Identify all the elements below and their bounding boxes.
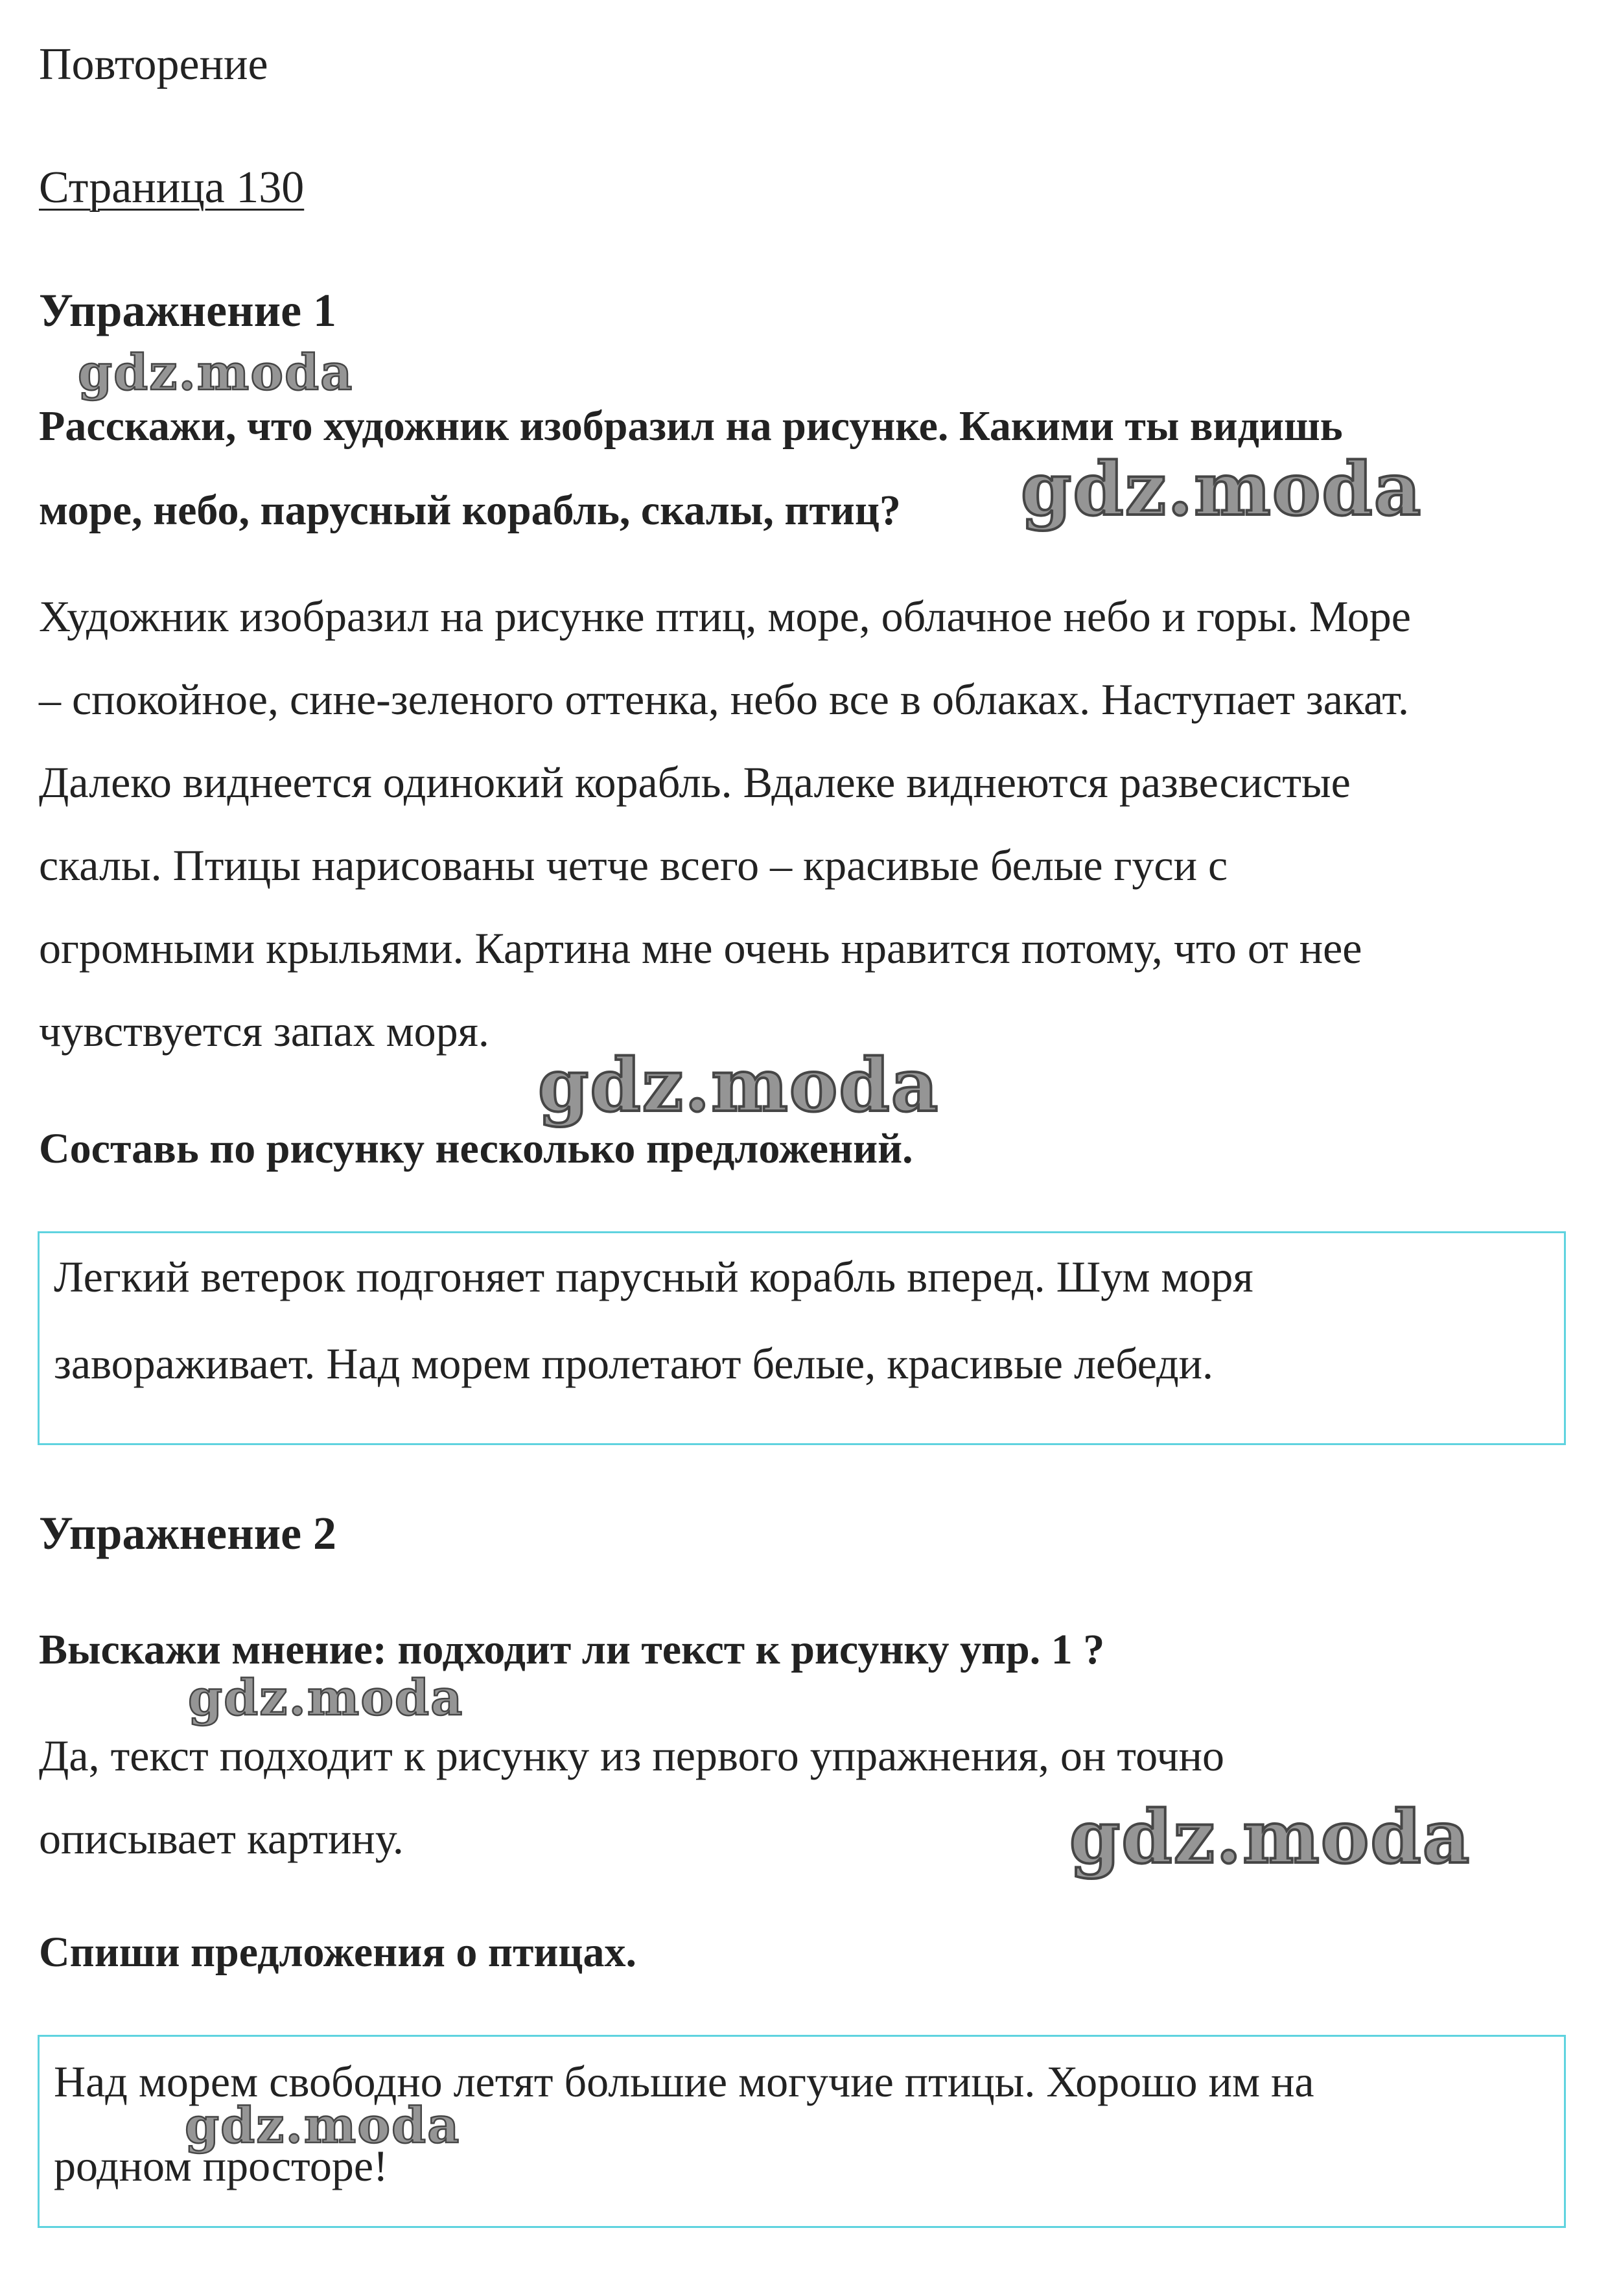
section-title: Повторение	[39, 40, 268, 89]
exercise-1-answer-line-1: Художник изобразил на рисунке птиц, море, облачное небо и горы. Море	[39, 592, 1411, 641]
exercise-2-answer-line-1: Да, текст подходит к рисунку из первого упражнения, он точно	[39, 1731, 1224, 1780]
page-link[interactable]: Страница 130	[39, 163, 305, 213]
watermark: gdz.moda	[1021, 447, 1423, 532]
exercise-1-answer-line-6: чувствуется запах моря.	[39, 1006, 489, 1056]
watermark: gdz.moda	[188, 1669, 464, 1726]
exercise-2-answer-line-2: описывает картину.	[39, 1814, 404, 1863]
exercise-2-task-2: Спиши предложения о птицах.	[39, 1929, 636, 1976]
exercise-2-box-line-2: родном просторе!	[54, 2141, 388, 2190]
exercise-1-question-line-2: море, небо, парусный корабль, скалы, птиц?	[39, 487, 901, 534]
exercise-2-title: Упражнение 2	[39, 1507, 337, 1559]
exercise-1-answer-line-4: скалы. Птицы нарисованы четче всего – красивые белые гуси с	[39, 841, 1228, 890]
exercise-1-box-line-2: завораживает. Над морем пролетают белые, красивые лебеди.	[54, 1339, 1214, 1388]
exercise-1-answer-line-2: – спокойное, сине-зеленого оттенка, небо все в облаках. Наступает закат.	[39, 675, 1410, 724]
exercise-2-box-line-1: Над морем свободно летят большие могучие птицы. Хорошо им на	[54, 2057, 1314, 2106]
exercise-1-box-line-1: Легкий ветерок подгоняет парусный корабль вперед. Шум моря	[54, 1252, 1253, 1301]
watermark: gdz.moda	[78, 343, 354, 401]
watermark: gdz.moda	[1069, 1795, 1471, 1880]
exercise-1-answer-line-3: Далеко виднеется одинокий корабль. Вдалеке виднеются развесистые	[39, 758, 1351, 807]
watermark: gdz.moda	[185, 2096, 461, 2154]
exercise-1-task-2: Составь по рисунку несколько предложений.	[39, 1125, 913, 1172]
exercise-1-title: Упражнение 1	[39, 284, 337, 336]
exercise-2-question: Выскажи мнение: подходит ли текст к рисунку упр. 1 ?	[39, 1626, 1105, 1673]
exercise-1-answer-box	[38, 1231, 1566, 1445]
watermark: gdz.moda	[538, 1043, 940, 1128]
exercise-1-question-line-1: Расскажи, что художник изобразил на рисунке. Какими ты видишь	[39, 402, 1343, 450]
exercise-1-answer-line-5: огромными крыльями. Картина мне очень нравится потому, что от нее	[39, 923, 1362, 973]
